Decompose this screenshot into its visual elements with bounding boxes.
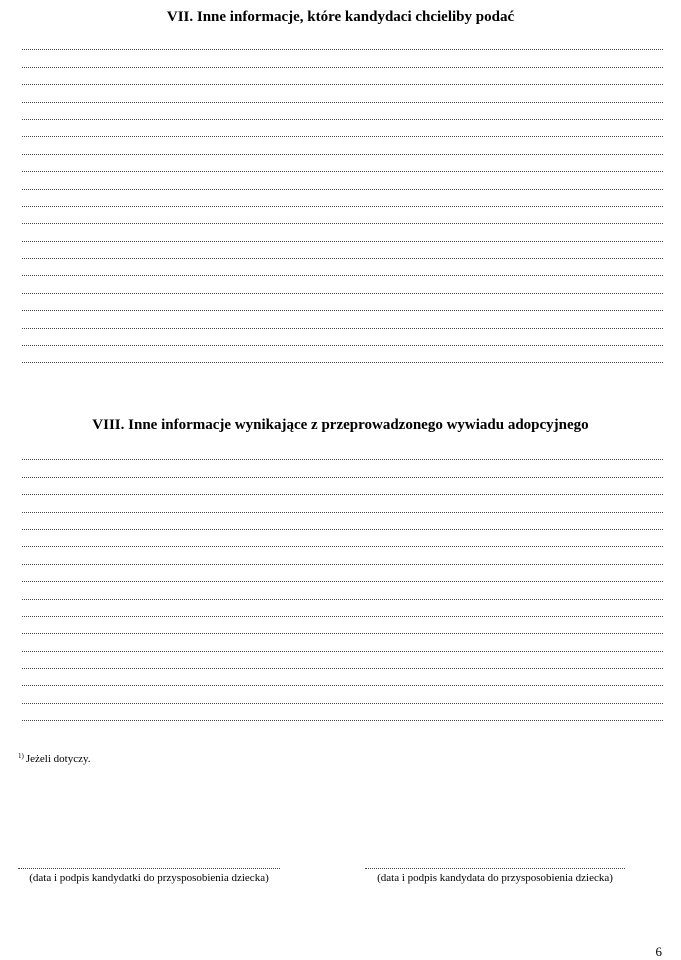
answer-line[interactable] <box>22 242 663 259</box>
answer-line[interactable] <box>22 103 663 120</box>
answer-line[interactable] <box>22 329 663 346</box>
answer-line[interactable] <box>22 530 663 547</box>
footnote <box>18 752 91 765</box>
answer-line[interactable] <box>22 686 663 703</box>
section-7-answer-lines[interactable] <box>22 33 663 363</box>
answer-line[interactable] <box>22 172 663 189</box>
answer-line[interactable] <box>22 207 663 224</box>
answer-line[interactable] <box>22 259 663 276</box>
answer-line[interactable] <box>22 443 663 460</box>
answer-line[interactable] <box>22 276 663 293</box>
answer-line[interactable] <box>22 137 663 154</box>
answer-line[interactable] <box>22 582 663 599</box>
page-number: 6 <box>655 944 662 959</box>
candidate-female-signature[interactable] <box>18 857 280 884</box>
signature-line[interactable] <box>365 857 625 869</box>
answer-line[interactable] <box>22 346 663 363</box>
answer-line[interactable] <box>22 50 663 67</box>
answer-line[interactable] <box>22 155 663 172</box>
answer-line[interactable] <box>22 294 663 311</box>
section-8-heading: VIII. Inne informacje wynikające z przeprowadzonego wywiadu adopcyjnego <box>92 417 589 433</box>
answer-line[interactable] <box>22 460 663 477</box>
answer-line[interactable] <box>22 565 663 582</box>
footnote-text: Jeżeli dotyczy. <box>25 753 91 765</box>
signature-label-right: (data i podpis kandydata do przysposobienia dziecka) <box>377 872 613 884</box>
answer-line[interactable] <box>22 68 663 85</box>
answer-line[interactable] <box>22 190 663 207</box>
signature-line[interactable] <box>18 857 280 869</box>
answer-line[interactable] <box>22 478 663 495</box>
answer-line[interactable] <box>22 33 663 50</box>
answer-line[interactable] <box>22 652 663 669</box>
signature-label-left: (data i podpis kandydatki do przysposobienia dziecka) <box>29 872 269 884</box>
answer-line[interactable] <box>22 547 663 564</box>
answer-line[interactable] <box>22 311 663 328</box>
answer-line[interactable] <box>22 495 663 512</box>
answer-line[interactable] <box>22 600 663 617</box>
answer-line[interactable] <box>22 617 663 634</box>
answer-line[interactable] <box>22 704 663 721</box>
answer-line[interactable] <box>22 224 663 241</box>
section-7-heading: VII. Inne informacje, które kandydaci chcieliby podać <box>166 9 515 25</box>
answer-line[interactable] <box>22 513 663 530</box>
answer-line[interactable] <box>22 634 663 651</box>
answer-line[interactable] <box>22 120 663 137</box>
footnote-marker: 1) <box>18 752 24 760</box>
candidate-male-signature[interactable] <box>365 857 625 884</box>
answer-line[interactable] <box>22 669 663 686</box>
section-8-answer-lines[interactable] <box>22 443 663 721</box>
answer-line[interactable] <box>22 85 663 102</box>
